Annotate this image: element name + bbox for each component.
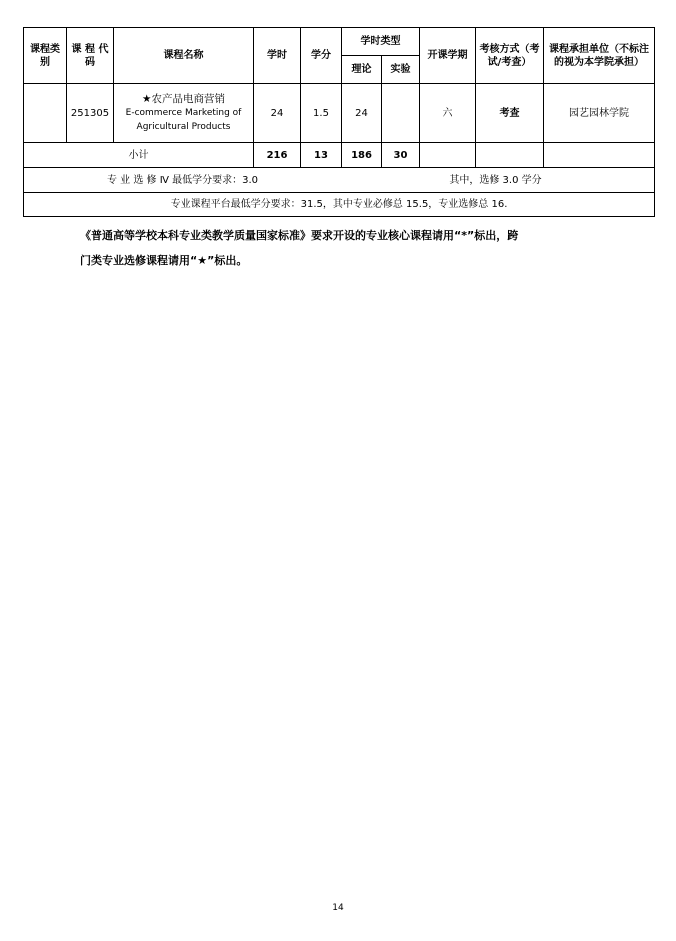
cell-practice xyxy=(382,84,420,143)
cell-credits: 1.5 xyxy=(301,84,342,143)
table-row xyxy=(24,84,655,143)
subtotal-theory: 186 xyxy=(342,143,382,168)
cell-code: 251305 xyxy=(67,84,114,143)
cell-semester: 六 xyxy=(420,84,476,143)
header-semester: 开课学期 xyxy=(420,28,476,84)
page-number: 14 xyxy=(332,903,344,913)
note-line-1: 《普通高等学校本科专业类教学质量国家标准》要求开设的专业核心课程请用“*”标出，跨 xyxy=(80,229,519,242)
header-unit: 课程承担单位（不标注的视为本学院承担） xyxy=(544,28,655,84)
cell-hours: 24 xyxy=(254,84,301,143)
header-category: 课程类别 xyxy=(24,28,67,84)
header-row-1 xyxy=(24,28,655,56)
subtotal-unit xyxy=(544,143,655,168)
header-practice: 实验 xyxy=(382,56,420,84)
cell-assessment: 考查 xyxy=(476,84,544,143)
header-hours: 学时 xyxy=(254,28,301,84)
subtotal-hours: 216 xyxy=(254,143,301,168)
subtotal-credits: 13 xyxy=(301,143,342,168)
subtotal-assessment xyxy=(476,143,544,168)
course-table xyxy=(23,27,655,217)
header-name: 课程名称 xyxy=(114,28,254,84)
course-name-en: E-commerce Marketing of Agricultural Products xyxy=(125,107,242,132)
cell-category xyxy=(24,84,67,143)
subtotal-label: 小计 xyxy=(24,143,254,168)
header-credits: 学分 xyxy=(301,28,342,84)
platform-requirement-row xyxy=(24,193,655,217)
subtotal-semester xyxy=(420,143,476,168)
cell-theory: 24 xyxy=(342,84,382,143)
header-code: 课 程 代码 xyxy=(67,28,114,84)
header-hour-type: 学时类型 xyxy=(342,28,420,56)
course-name-zh: ★农产品电商营销 xyxy=(142,92,225,105)
elective-requirement-right: 其中，选修 3.0 学分 xyxy=(449,174,542,186)
elective-requirement-row xyxy=(24,168,655,193)
elective-requirement-cell xyxy=(24,168,655,193)
elective-requirement-left: 专 业 选 修 Ⅳ 最低学分要求：3.0 xyxy=(106,174,259,186)
header-assessment: 考核方式（考试/考查） xyxy=(476,28,544,84)
cell-course-name xyxy=(114,84,254,143)
header-theory: 理论 xyxy=(342,56,382,84)
note-line-2: 门类专业选修课程请用“★”标出。 xyxy=(80,254,248,267)
cell-unit: 园艺园林学院 xyxy=(544,84,655,143)
platform-requirement-cell: 专业课程平台最低学分要求：31.5，其中专业必修总 15.5，专业选修总 16. xyxy=(24,193,655,217)
subtotal-practice: 30 xyxy=(382,143,420,168)
subtotal-row xyxy=(24,143,655,168)
